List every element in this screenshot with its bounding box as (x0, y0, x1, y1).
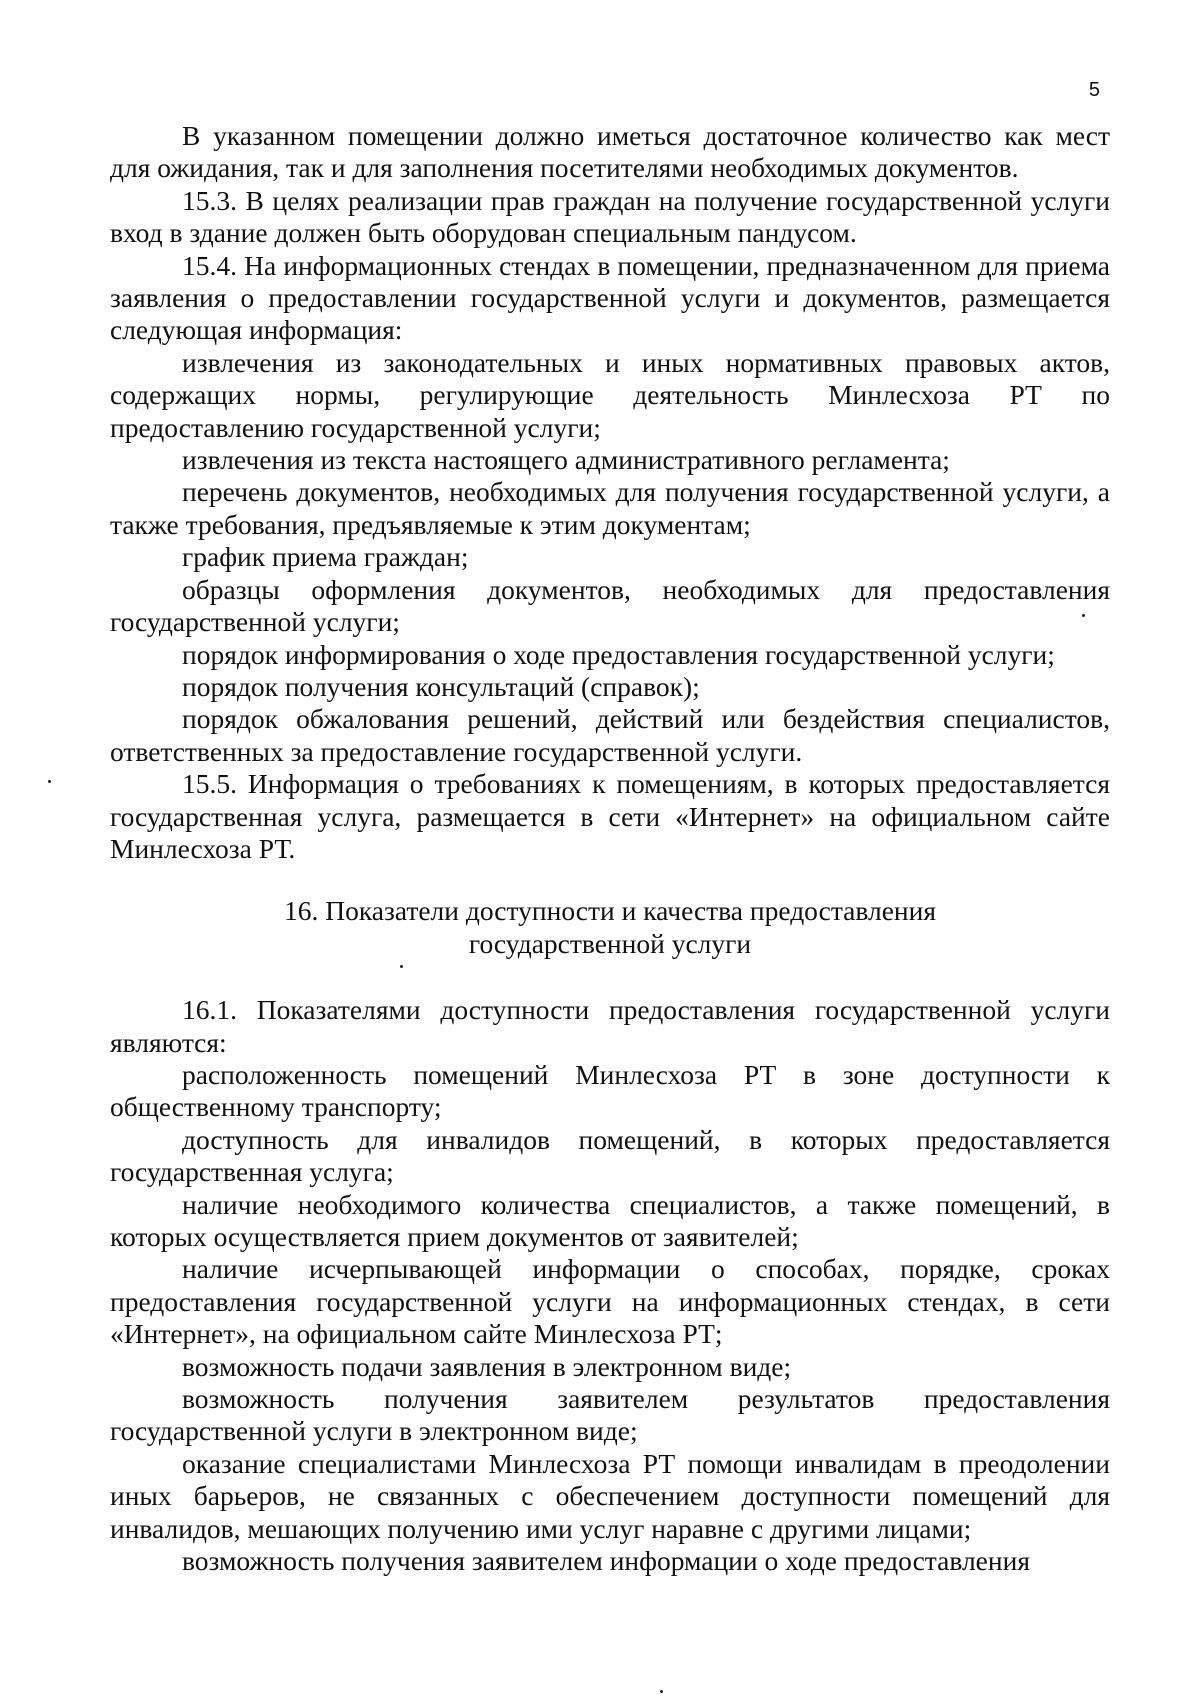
page-number: 5 (1088, 79, 1100, 101)
list-item: возможность подачи заявления в электронном виде; (182, 1350, 792, 1382)
paragraph: В указанном помещении должно иметься достаточное количество как мест для ожидания, так и для заполнения посетителями необходимых документов. (110, 120, 1110, 184)
list-item: расположенность помещений Минлесхоза РТ в зоне доступности к общественному транспорту; (110, 1058, 1110, 1123)
list-item: график приема граждан; (182, 541, 469, 573)
section-heading-line: 16. Показатели доступности и качества предоставления (283, 895, 937, 927)
section-heading (110, 895, 1110, 960)
document-body (110, 120, 1110, 1577)
list-item: возможность получения заявителем информации о ходе предоставления (182, 1545, 1030, 1577)
list-item: возможность получения заявителем результатов предоставления государственной услуги в электронном виде; (110, 1383, 1110, 1447)
scan-speck (660, 1690, 663, 1693)
list-item: оказание специалистами Минлесхоза РТ помощи инвалидам в преодолении иных барьеров, не связанных с обеспечением доступности помещений для инвалидов, мешающих получению ими услуг наравне с другими лицами; (110, 1447, 1110, 1544)
scan-speck (1082, 614, 1085, 617)
list-item: наличие необходимого количества специалистов, а также помещений, в которых осуществляется прием документов от заявителей; (110, 1188, 1110, 1252)
list-item: образцы оформления документов, необходимых для предоставления государственной услуги; (110, 573, 1110, 638)
scan-speck (400, 965, 403, 968)
list-item: доступность для инвалидов помещений, в которых предоставляется государственная услуга; (110, 1123, 1110, 1188)
list-item: наличие исчерпывающей информации о способах, порядке, сроках предоставления государственной услуги на информационных стендах, в сети «Интернет», на официальном сайте Минлесхоза РТ; (110, 1253, 1110, 1350)
paragraph: 16.1. Показателями доступности предоставления государственной услуги являются: (110, 994, 1110, 1058)
section-heading-line: государственной услуги (468, 927, 752, 959)
list-item: порядок обжалования решений, действий или бездействия специалистов, ответственных за предоставление государственной услуги. (110, 703, 1110, 767)
paragraph: 15.4. На информационных стендах в помещении, предназначенном для приема заявления о предоставлении государственной услуги и документов, размещается следующая информация: (110, 249, 1110, 346)
paragraph: 15.5. Информация о требованиях к помещениям, в которых предоставляется государственная услуга, размещается в сети «Интернет» на официальном сайте Минлесхоза РТ. (110, 768, 1110, 864)
scan-speck (48, 780, 51, 783)
paragraph: 15.3. В целях реализации прав граждан на получение государственной услуги вход в здание должен быть оборудован специальным пандусом. (110, 184, 1110, 249)
list-item: порядок получения консультаций (справок); (182, 670, 700, 702)
list-item: извлечения из текста настоящего административного регламента; (182, 444, 950, 476)
list-item: перечень документов, необходимых для получения государственной услуги, а также требования, предъявляемые к этим документам; (110, 476, 1110, 540)
list-item: извлечения из законодательных и иных нормативных правовых актов, содержащих нормы, регулирующие деятельность Минлесхоза РТ по предоставлению государственной услуги; (110, 346, 1110, 443)
list-item: порядок информирования о ходе предоставления государственной услуги; (182, 638, 1055, 670)
